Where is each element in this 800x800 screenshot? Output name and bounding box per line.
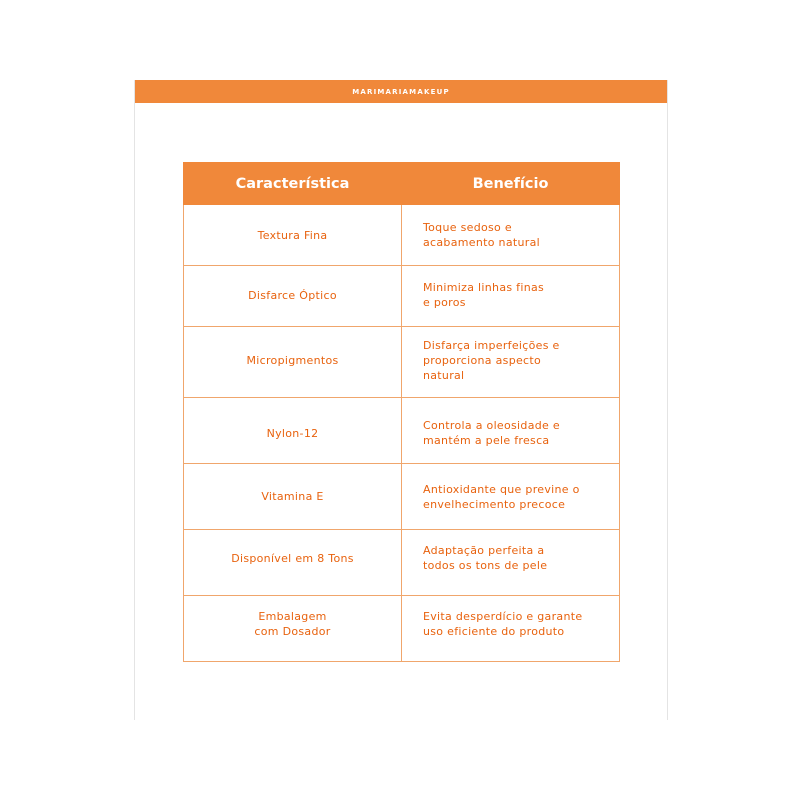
table-row <box>184 205 620 266</box>
table-row <box>184 266 620 327</box>
benefit-text: Controla a oleosidade e mantém a pele fresca <box>423 419 560 447</box>
benefit-text: Evita desperdício e garante uso eficiente do produto <box>423 610 583 638</box>
benefit-cell <box>402 398 620 464</box>
table-row <box>184 596 620 662</box>
feature-cell <box>184 205 402 266</box>
brand-header-bar <box>135 80 667 103</box>
benefit-cell <box>402 327 620 398</box>
product-info-card <box>134 80 668 720</box>
feature-cell <box>184 596 402 662</box>
feature-cell <box>184 327 402 398</box>
feature-cell <box>184 530 402 596</box>
table-row <box>184 530 620 596</box>
benefit-text: Minimiza linhas finas e poros <box>423 281 545 309</box>
table-header-row <box>184 163 620 205</box>
table-row <box>184 327 620 398</box>
benefit-cell <box>402 464 620 530</box>
feature-cell <box>184 464 402 530</box>
feature-cell <box>184 266 402 327</box>
feature-text: Micropigmentos <box>246 354 339 367</box>
column-header-feature: Característica <box>184 163 402 205</box>
benefit-cell <box>402 530 620 596</box>
feature-cell <box>184 398 402 464</box>
feature-text: Embalagem com Dosador <box>254 610 331 638</box>
benefit-cell <box>402 596 620 662</box>
benefit-text: Toque sedoso e acabamento natural <box>423 221 540 249</box>
feature-text: Vitamina E <box>261 490 324 503</box>
brand-logo-text: MARIMARIAMAKEUP <box>352 87 450 96</box>
column-header-benefit: Benefício <box>402 163 620 205</box>
benefit-cell <box>402 266 620 327</box>
benefit-text: Adaptação perfeita a todos os tons de pele <box>423 544 548 572</box>
table-row <box>184 464 620 530</box>
table-row <box>184 398 620 464</box>
feature-text: Textura Fina <box>257 229 328 242</box>
feature-text: Disfarce Óptico <box>248 289 337 302</box>
benefit-text: Disfarça imperfeições e proporciona aspecto natural <box>423 339 560 382</box>
feature-benefit-table <box>183 162 620 662</box>
feature-text: Nylon-12 <box>266 427 319 440</box>
benefit-cell <box>402 205 620 266</box>
feature-text: Disponível em 8 Tons <box>231 552 354 565</box>
benefit-text: Antioxidante que previne o envelhecimento precoce <box>423 483 580 511</box>
